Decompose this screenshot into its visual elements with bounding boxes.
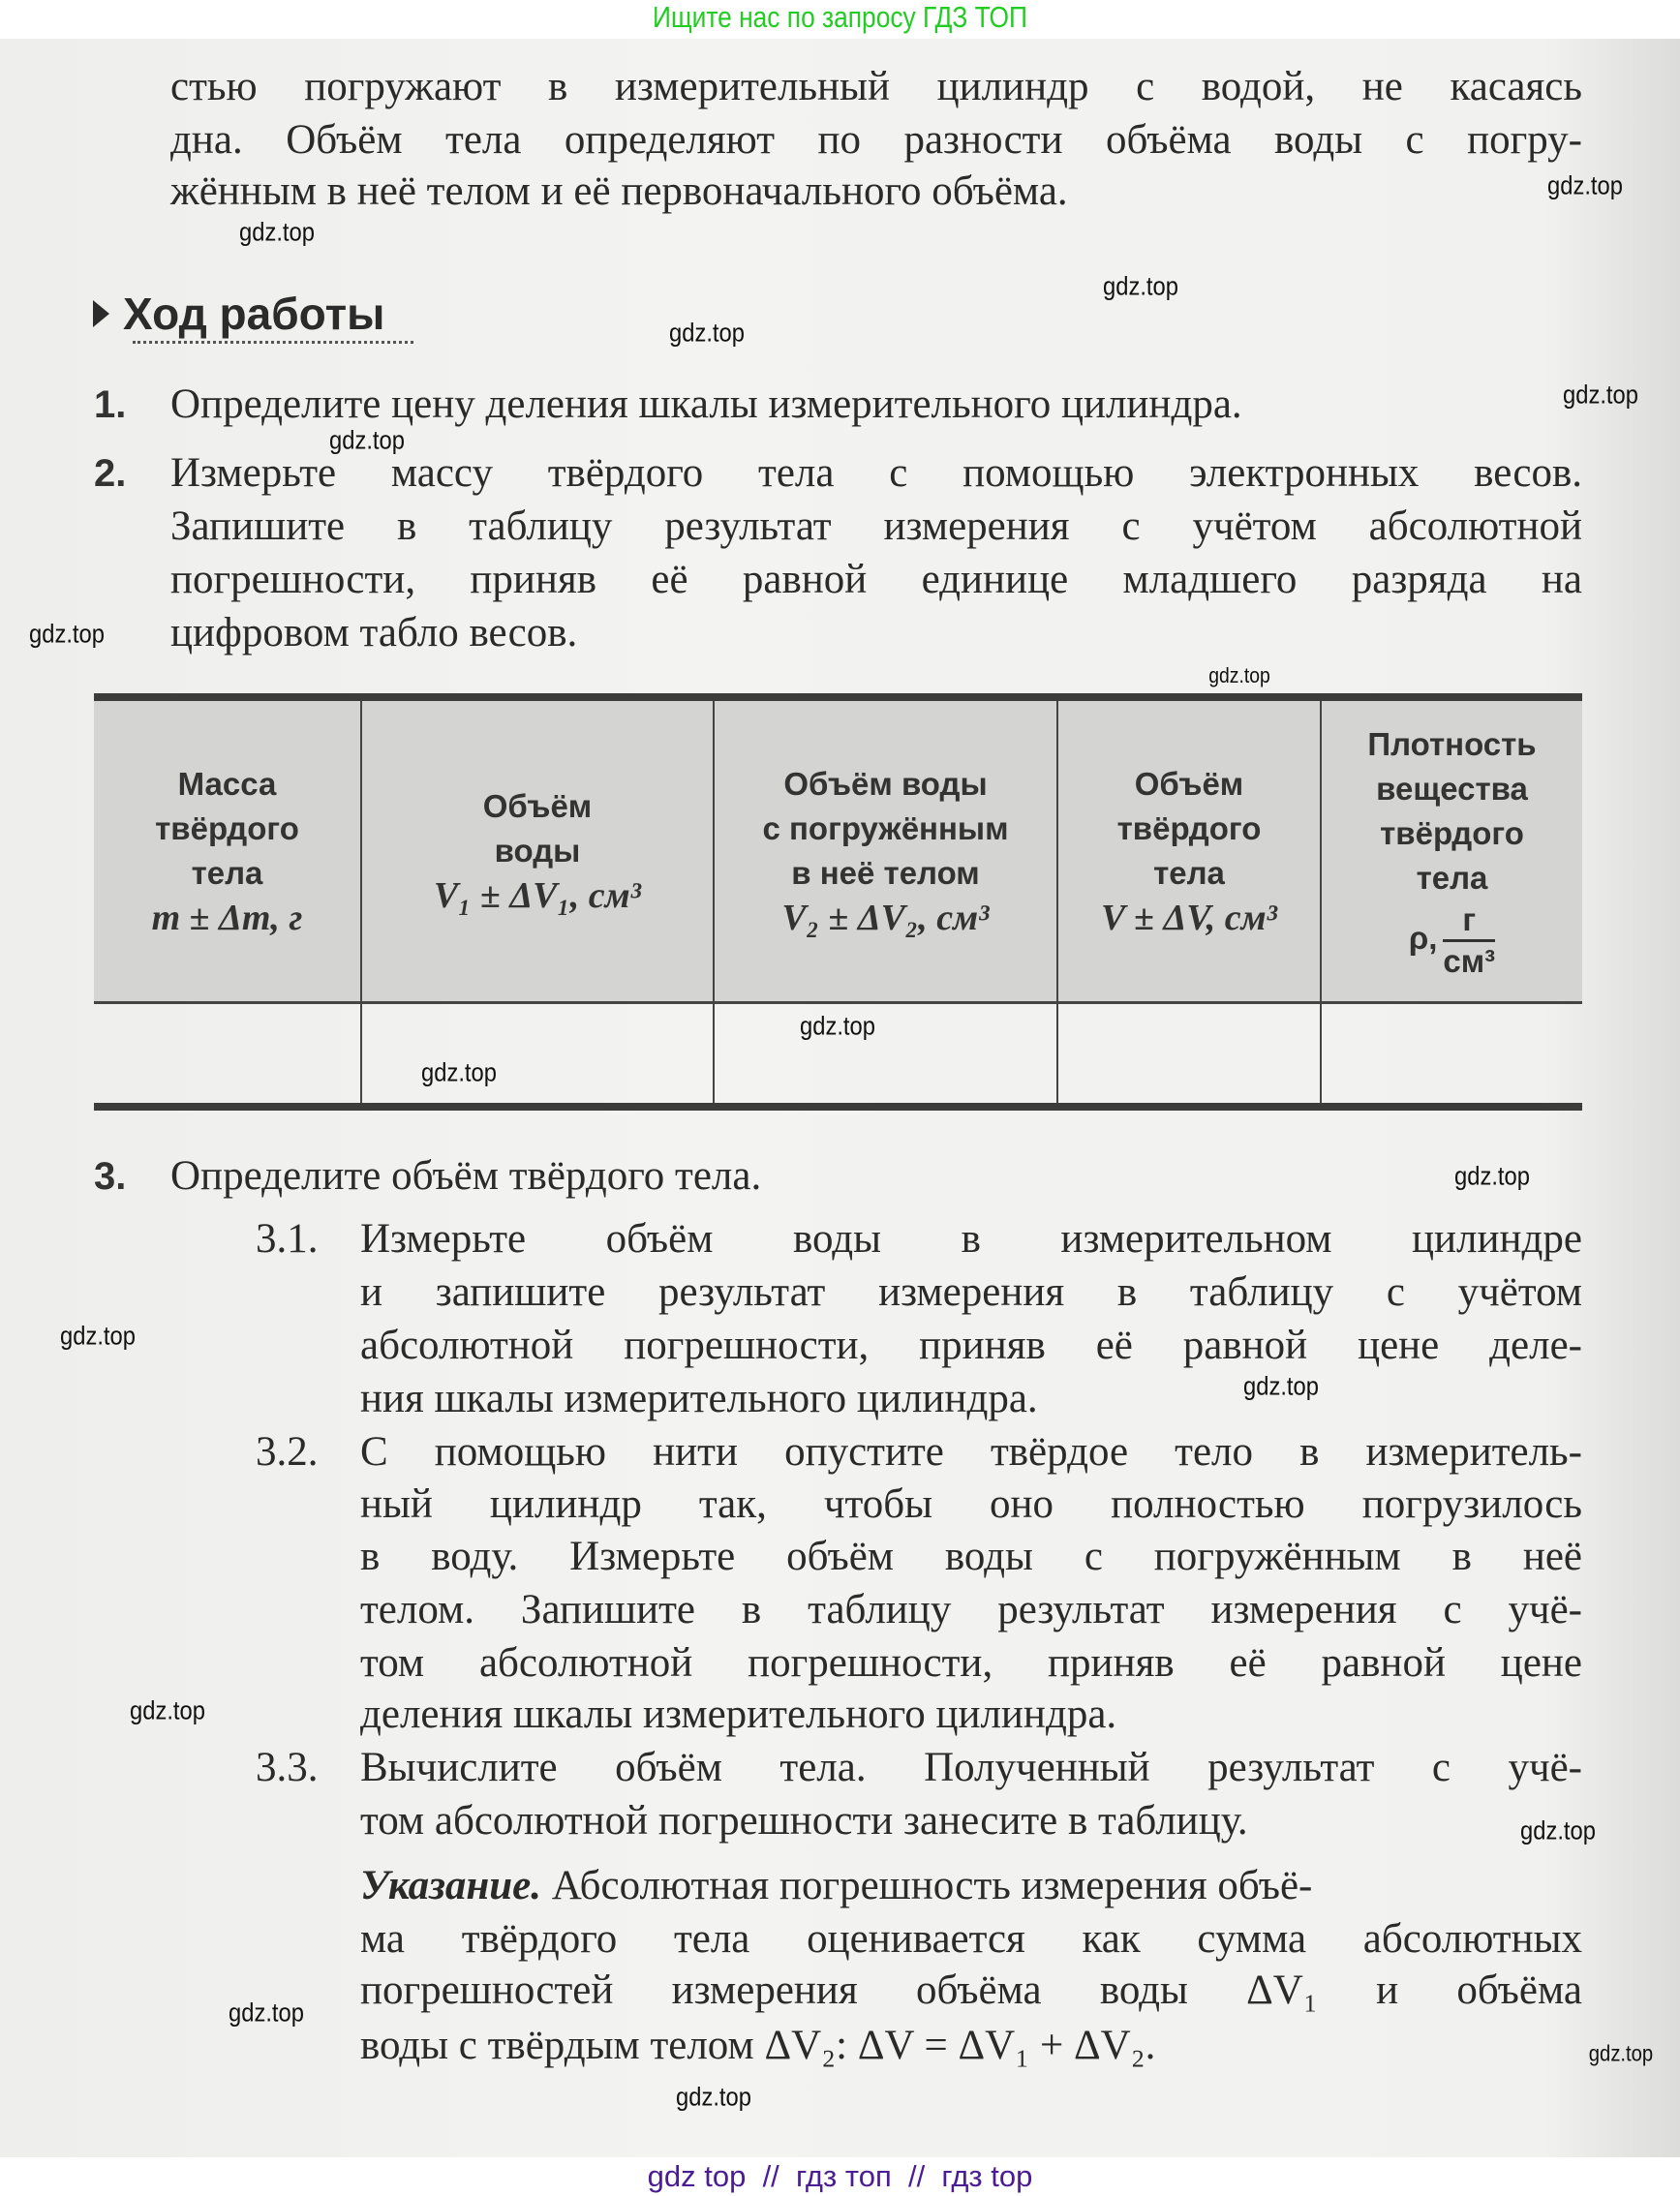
step-text: абсолютной погрешности, приняв её равной цене деле- bbox=[360, 1323, 1582, 1368]
header-density: Плотность вещества твёрдого тела ρ, $\frac{г}{\text{см³}}$ bbox=[1321, 697, 1582, 1003]
substep-number: 3.1. bbox=[256, 1216, 319, 1262]
step-number: 1. bbox=[94, 383, 127, 426]
step-text: том абсолютной погрешности, приняв её равной цене bbox=[360, 1640, 1582, 1686]
section-heading bbox=[93, 287, 384, 341]
density-unit: $\frac{г}{\text{см³}}$ bbox=[1443, 900, 1496, 979]
step-text: Определите объём твёрдого тела. bbox=[170, 1153, 762, 1199]
step-text: деления шкалы измерительного цилиндра. bbox=[360, 1692, 1117, 1737]
heading-dotted-underline bbox=[133, 341, 413, 344]
note-label: Указание. bbox=[360, 1863, 541, 1908]
watermark: gdz.top bbox=[29, 619, 105, 649]
step-text: С помощью нити опустите твёрдое тело в измеритель- bbox=[360, 1429, 1582, 1475]
header-mass: Масса твёрдого тела m ± Δm, г bbox=[94, 697, 361, 1003]
step-text: погрешности, приняв её равной единице младшего разряда на bbox=[170, 557, 1582, 602]
note-text: Абсолютная погрешность измерения объё- bbox=[540, 1863, 1313, 1908]
header-water-with-body-volume: Объём воды с погружённым в неё телом V₂ ± ΔV₂, см³ bbox=[714, 697, 1057, 1003]
note-line bbox=[360, 1859, 1582, 1913]
note-line: воды с твёрдым телом ΔV₂: ΔV = ΔV₁ + ΔV₂. bbox=[360, 2023, 1156, 2068]
watermark: gdz.top bbox=[239, 217, 315, 247]
formula: V₁ ± ΔV₁, см³ bbox=[433, 875, 642, 916]
table-header-row bbox=[94, 697, 1582, 1003]
step-text: том абсолютной погрешности занесите в таблицу. bbox=[360, 1798, 1248, 1844]
watermark: gdz.top bbox=[1243, 1371, 1319, 1401]
step-text: Запишите в таблицу результат измерения с учётом абсолютной bbox=[170, 503, 1582, 549]
step-number: 2. bbox=[94, 452, 127, 495]
watermark: gdz.top bbox=[421, 1057, 497, 1087]
step-text: в воду. Измерьте объём воды с погружённым в неё bbox=[360, 1534, 1582, 1579]
watermark: gdz.top bbox=[60, 1321, 136, 1351]
watermark: gdz.top bbox=[130, 1695, 205, 1725]
watermark: gdz.top bbox=[229, 1998, 304, 2028]
footer-text: gdz top // гдз топ // гдз top bbox=[647, 2159, 1033, 2193]
intro-line: жённым в неё телом и её первоначального объёма. bbox=[170, 168, 1068, 214]
note-line: погрешностей измерения объёма воды ΔV₁ и объёма bbox=[360, 1967, 1582, 2013]
formula: V₂ ± ΔV₂, см³ bbox=[781, 898, 990, 938]
watermark: gdz.top bbox=[1588, 2040, 1654, 2066]
header-water-volume: Объём воды V₁ ± ΔV₁, см³ bbox=[361, 697, 714, 1003]
step-text: Измерьте массу твёрдого тела с помощью электронных весов. bbox=[170, 450, 1582, 496]
table-cell[interactable] bbox=[94, 1003, 361, 1108]
watermark: gdz.top bbox=[1208, 663, 1270, 687]
triangle-bullet-icon bbox=[93, 300, 109, 327]
intro-line: стью погружают в измерительный цилиндр с водой, не касаясь bbox=[170, 64, 1582, 109]
step-number: 3. bbox=[94, 1155, 127, 1198]
step-text: Вычислите объём тела. Полученный результат с учё- bbox=[360, 1745, 1582, 1790]
formula: V ± ΔV, см³ bbox=[1100, 898, 1278, 938]
substep-number: 3.3. bbox=[256, 1745, 319, 1790]
step-text: Определите цену деления шкалы измерительного цилиндра. bbox=[170, 381, 1242, 427]
section-heading-text: Ход работы bbox=[123, 289, 385, 339]
results-table bbox=[94, 693, 1582, 1111]
substep-number: 3.2. bbox=[256, 1429, 319, 1475]
step-text: ный цилиндр так, чтобы оно полностью погрузилось bbox=[360, 1481, 1582, 1527]
watermark: gdz.top bbox=[1520, 1815, 1596, 1845]
intro-line: дна. Объём тела определяют по разности объёма воды с погру- bbox=[170, 117, 1582, 163]
table-cell[interactable] bbox=[1057, 1003, 1321, 1108]
table-cell[interactable] bbox=[714, 1003, 1057, 1108]
step-text: и запишите результат измерения в таблицу с учётом bbox=[360, 1269, 1582, 1315]
step-text: Измерьте объём воды в измерительном цилиндре bbox=[360, 1216, 1582, 1262]
step-text: ния шкалы измерительного цилиндра. bbox=[360, 1376, 1038, 1421]
header-body-volume: Объём твёрдого тела V ± ΔV, см³ bbox=[1057, 697, 1321, 1003]
table-cell[interactable] bbox=[361, 1003, 714, 1108]
watermark: gdz.top bbox=[676, 2082, 751, 2112]
step-text: телом. Запишите в таблицу результат измерения с учё- bbox=[360, 1587, 1582, 1632]
watermark: gdz.top bbox=[1563, 380, 1638, 410]
table-cell[interactable] bbox=[1321, 1003, 1582, 1108]
search-hint-banner: Ищите нас по запросу ГДЗ ТОП bbox=[653, 0, 1027, 34]
watermark: gdz.top bbox=[329, 425, 405, 455]
watermark: gdz.top bbox=[1454, 1161, 1530, 1191]
watermark: gdz.top bbox=[1103, 271, 1178, 301]
step-text: цифровом табло весов. bbox=[170, 610, 578, 656]
watermark: gdz.top bbox=[669, 318, 745, 348]
footer-links bbox=[0, 2157, 1680, 2196]
formula: m ± Δm, г bbox=[151, 898, 303, 938]
note-line: ма твёрдого тела оценивается как сумма абсолютных bbox=[360, 1916, 1582, 1962]
watermark: gdz.top bbox=[800, 1011, 875, 1041]
density-symbol: ρ, bbox=[1408, 919, 1438, 956]
watermark: gdz.top bbox=[1547, 170, 1623, 200]
